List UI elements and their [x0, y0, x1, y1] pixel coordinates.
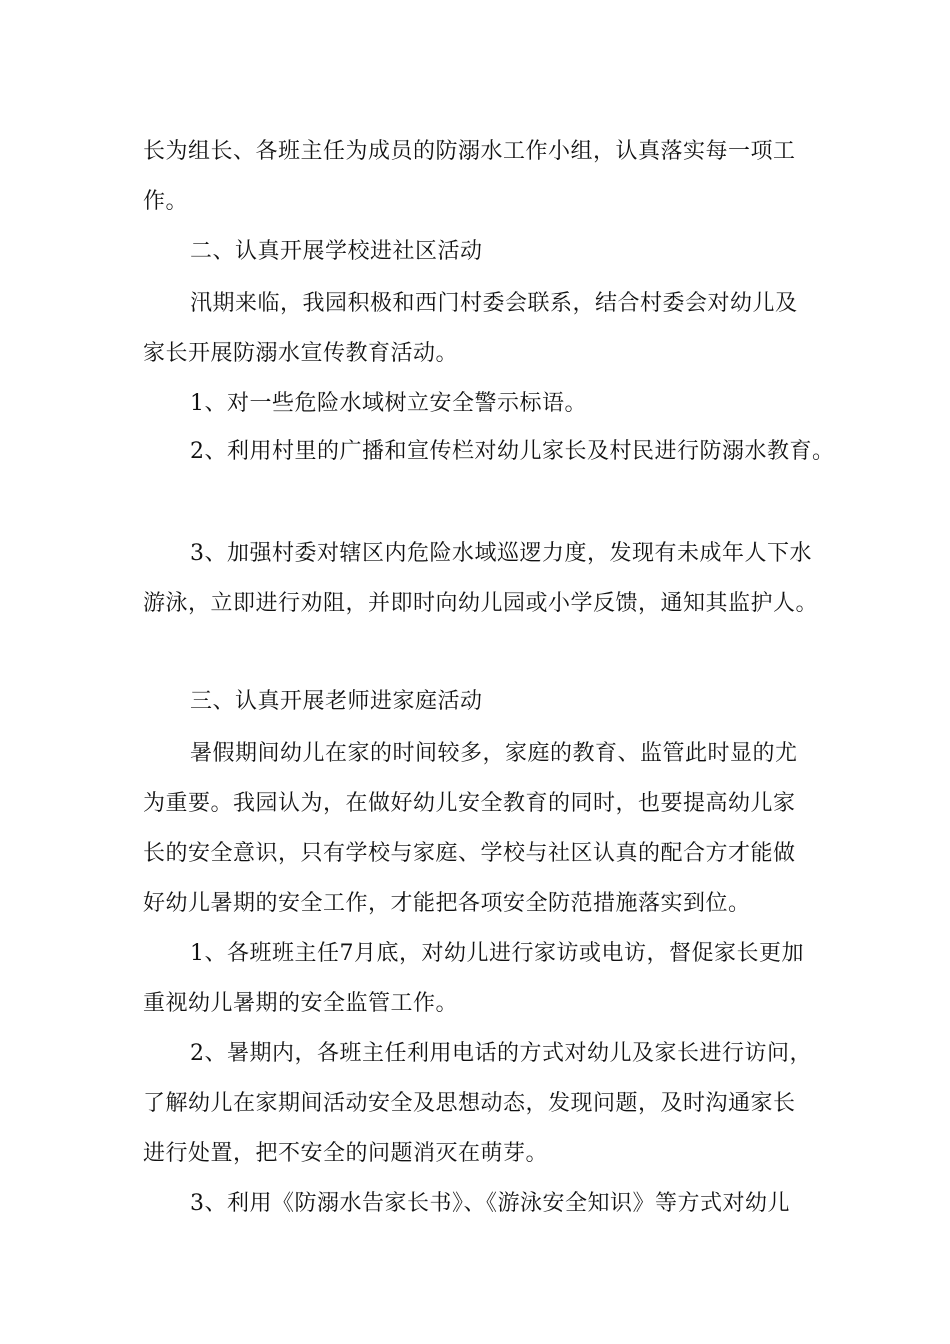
paragraph-line: 重视幼儿暑期的安全监管工作。: [143, 991, 459, 1016]
list-item: 2、暑期内，各班主任利用电话的方式对幼儿及家长进行访问，: [190, 1041, 812, 1066]
paragraph-line: 游泳，立即进行劝阻，并即时向幼儿园或小学反馈，通知其监护人。: [143, 591, 819, 616]
list-item: 1、对一些危险水域树立安全警示标语。: [190, 391, 587, 416]
paragraph-line: 家长开展防溺水宣传教育活动。: [143, 341, 459, 366]
paragraph-line: 好幼儿暑期的安全工作，才能把各项安全防范措施落实到位。: [143, 891, 751, 916]
paragraph-line: 长为组长、各班主任为成员的防溺水工作小组，认真落实每一项工: [143, 139, 796, 164]
paragraph-line: 作。: [143, 189, 189, 214]
list-item: 3、利用《防溺水告家长书》、《游泳安全知识》等方式对幼儿: [190, 1191, 790, 1216]
paragraph-line: 为重要。我园认为，在做好幼儿安全教育的同时，也要提高幼儿家: [143, 791, 796, 816]
paragraph-line: 长的安全意识，只有学校与家庭、学校与社区认真的配合方才能做: [143, 841, 796, 866]
paragraph-line: 暑假期间幼儿在家的时间较多，家庭的教育、监管此时显的尤: [190, 741, 798, 766]
list-item: 3、加强村委对辖区内危险水域巡逻力度，发现有未成年人下水: [190, 541, 812, 566]
paragraph-line: 汛期来临，我园积极和西门村委会联系，结合村委会对幼儿及: [190, 291, 798, 316]
section-heading: 三、认真开展老师进家庭活动: [190, 689, 483, 714]
section-heading: 二、认真开展学校进社区活动: [190, 239, 483, 264]
list-item: 2、利用村里的广播和宣传栏对幼儿家长及村民进行防溺水教育。: [190, 439, 835, 464]
paragraph-line: 进行处置，把不安全的问题消灭在萌芽。: [143, 1141, 549, 1166]
list-item: 1、各班班主任7月底，对幼儿进行家访或电访，督促家长更加: [190, 941, 804, 966]
paragraph-line: 了解幼儿在家期间活动安全及思想动态，发现问题，及时沟通家长: [143, 1091, 796, 1116]
